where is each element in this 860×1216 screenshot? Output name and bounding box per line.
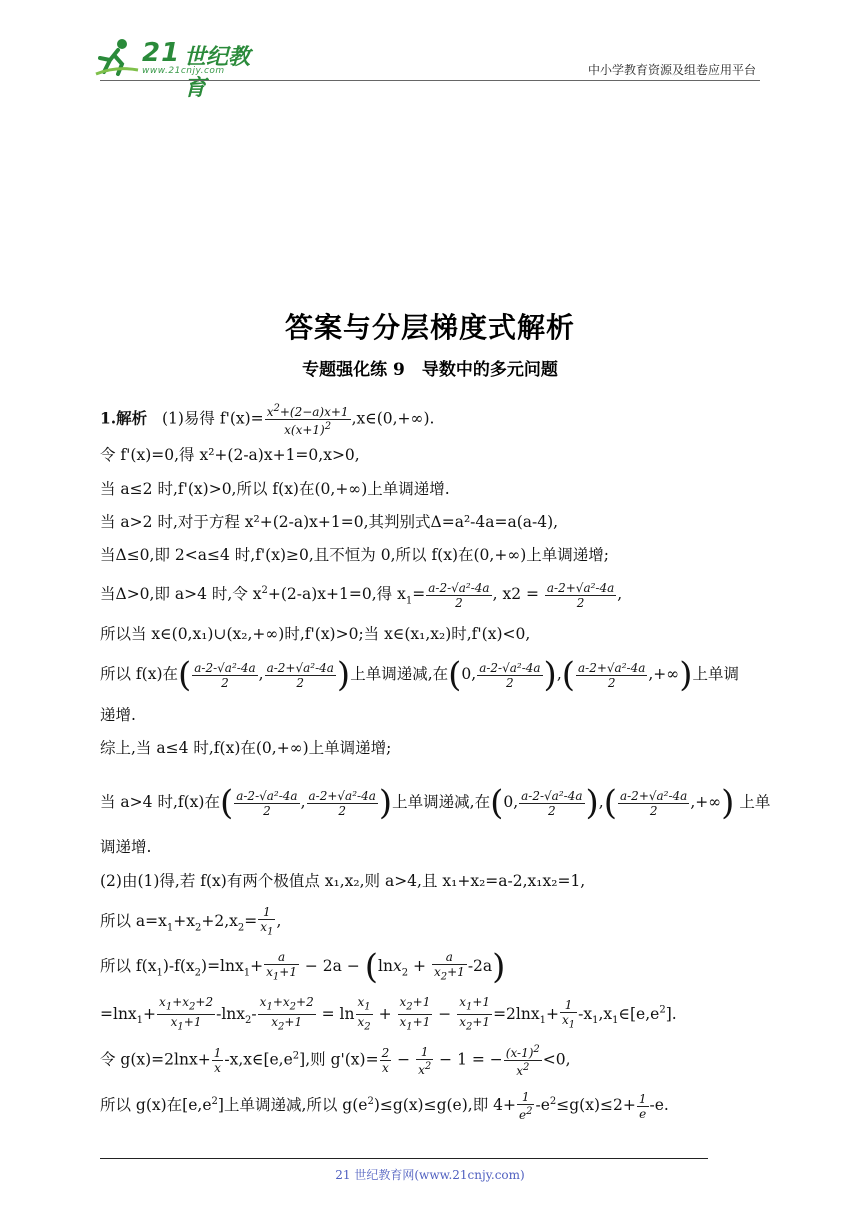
solution-line-13: (2)由(1)得,若 f(x)有两个极值点 x₁,x₂,则 a>4,且 x₁+x₂=a-2,x₁x₂=1, [100,872,586,890]
solution-line-7: 所以当 x∈(0,x₁)∪(x₂,+∞)时,f'(x)>0;当 x∈(x₁,x₂)时,f'(x)<0, [100,625,531,643]
solution-line-11: 当 a>4 时,f(x)在( $\frac{\text{a-2-√a²-4a}}{2}$ , $\frac{\text{a-2+√a²-4a}}{2}$ )上单调递减,在(0, $\frac{\text{a-2-√a²-4a}}{2}$ ),( $\frac{\text{a-2+√a²-4a}}{2}$ ,+∞) 上单 [100,783,771,823]
logo-number: 21 [142,38,181,68]
solution-line-5: 当Δ≤0,即 2<a≤4 时,f'(x)≥0,且不恒为 0,所以 f(x)在(0,+∞)上单调递增; [100,546,610,564]
solution-line-15: 所以 $f(x_1)-f(x_2)=\ln x_1+$ $\frac{a}{x_1+1}$ − 2a − (lnx$_2$ + $\frac{a}{x_2+1}$ -2a) [100,947,506,988]
footer-text: 21 世纪教育网(www.21cnjy.com) [335,1168,525,1182]
solution-line-4: 当 a>2 时,对于方程 x²+(2-a)x+1=0,其判别式Δ=a²-4a=a(a-4), [100,513,559,531]
solution-line-12: 调递增. [100,838,152,856]
solution-line-3: 当 a≤2 时,f'(x)>0,所以 f(x)在(0,+∞)上单调递增. [100,480,450,498]
logo-url: www.21cnjy.com [142,66,225,76]
header-divider [100,80,760,81]
site-logo [92,38,262,101]
solution-line-8: 所以 f(x)在( $\frac{\text{a-2-√a²-4a}}{2}$ , $\frac{\text{a-2+√a²-4a}}{2}$ )上单调递减,在(0, $\frac{\text{a-2-√a²-4a}}{2}$ ),( $\frac{\text{a-2+√a²-4a}}{2}$ ,+∞)上单调 [100,655,739,695]
logo-name: 世纪教育 [184,45,251,101]
page-title: 答案与分层梯度式解析 [284,311,575,344]
solution-line-14: 所以 $a=x_1+x_2+2,x_2=$ $\frac{1}{x_1}$ , [100,905,282,938]
solution-line-6: 当Δ>0,即 a>4 时,令 $x^2+(2-a)x+1=0$,得 $x_1=$ $\frac{\text{a-2-√a²-4a}}{2}$ , x2 = $\frac{\text{a-2+√a²-4a}}{2}$ , [100,580,623,610]
runner-icon [92,38,140,78]
page-subtitle: 专题强化练 9 导数中的多元问题 [302,360,558,380]
solution-line-16: =lnx$_1$+ $\frac{x_1+x_2+2}{x_1+1}$ -lnx$_2$- $\frac{x_1+x_2+2}{x_2+1}$ = ln $\frac{x_1}{x_2}$ + $\frac{x_2+1}{x_1+1}$ − $\frac{x_1+1}{x_2+1}$ =2lnx$_1$+ $\frac{1}{x_1}$ $-x_1,x_1\in[e,e^2]$. [100,995,677,1033]
solution-line-2: 令 f'(x)=0,得 x²+(2-a)x+1=0,x>0, [100,446,360,464]
solution-label: 1.解析 [100,408,148,428]
solution-line-18: 所以 g(x)在$[e,e^2]$上单调递减,所以 $g(e^2)\le g(x)\le g(e)$,即 4+ $\frac{1}{e^2}$ $-e^2\le g(x)\le 2+$ $\frac{1}{e}$ -e. [100,1090,669,1122]
footer-divider [100,1158,708,1159]
solution-line-1: 1.解析 (1)易得 f'(x)= $\frac{x^2+(2-a)x+1}{x(x+1)^2}$ ,x∈(0,+∞). [100,403,435,437]
solution-line-10: 综上,当 a≤4 时,f(x)在(0,+∞)上单调递增; [100,739,392,757]
solution-line-9: 递增. [100,706,136,724]
header-platform-text: 中小学教育资源及组卷应用平台 [587,63,756,77]
solution-line-17: 令 g(x)=2lnx+ $\frac{1}{x}$ $-x,x\in[e,e^2]$,则 g'(x)= $\frac{2}{x}$ − $\frac{1}{x^2}$ − 1 = − $\frac{(x-1)^2}{x^2}$ <0, [100,1044,571,1078]
